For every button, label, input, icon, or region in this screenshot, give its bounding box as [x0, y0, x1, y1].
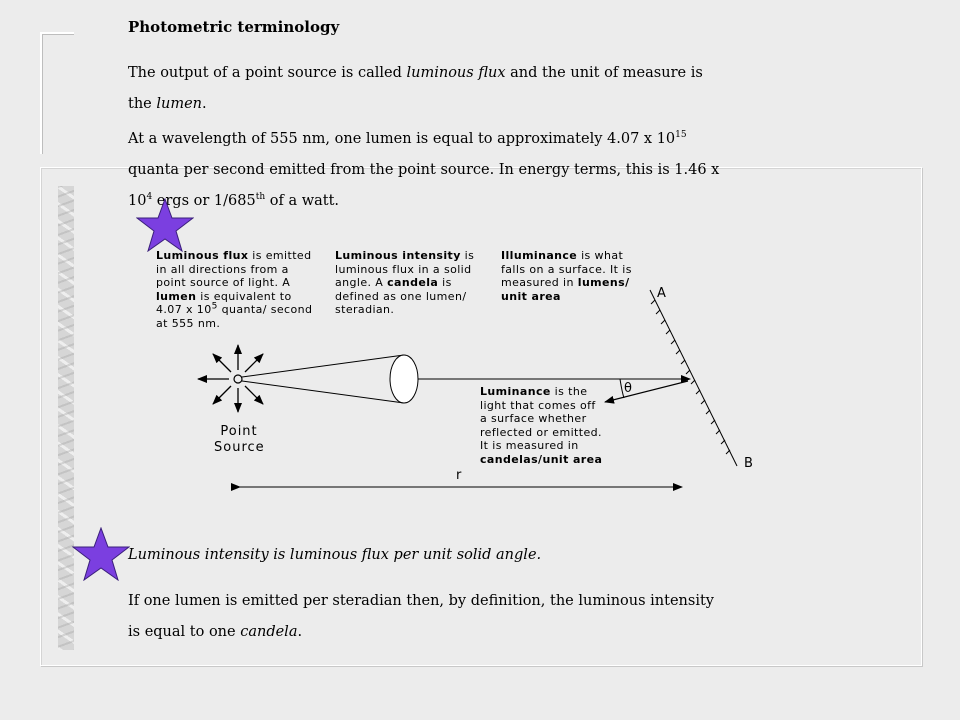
- surface-label-b: B: [744, 456, 754, 471]
- paragraph-wavelength: At a wavelength of 555 nm, one lumen is equal to approximately 4.07 x $10^{15}$ quanta per second emitted from the point source. In energy terms, this is 1.46 x $10^4$ ergs or 1/685th of a watt.: [128, 130, 720, 209]
- point-source-circle: [234, 375, 242, 383]
- distance-label-r: r: [456, 468, 463, 483]
- luminous-intensity-note: Luminous intensity is luminous flux in a solid angle. A candela is defined as one lumen/ steradian.: [335, 249, 475, 316]
- luminance-note: Luminance is the light that comes off a surface whether reflected or emitted. It is measured in candelas/unit area: [480, 385, 603, 466]
- radiating-arrows: [198, 345, 263, 412]
- surface-label-a: A: [657, 286, 667, 301]
- paragraph-intensity-definition: Luminous intensity is luminous flux per unit solid angle.: [128, 547, 542, 563]
- illuminance-note: Illuminance is what falls on a surface. It is measured in lumens/ unit area: [501, 249, 632, 303]
- luminous-flux-note: Luminous flux is emitted in all directions from a point source of light. A lumen is equivalent to 4.07 x $10^5$ quanta/ second at 555 nm.: [156, 249, 313, 330]
- paragraph-luminous-flux: The output of a point source is called luminous flux and the unit of measure is the lumen.: [128, 65, 703, 112]
- page-title: Photometric terminology: [128, 18, 340, 36]
- surface-AB: [650, 290, 737, 466]
- point-source-label: Point Source: [214, 424, 265, 455]
- theta-label: θ: [624, 381, 633, 396]
- paragraph-candela: If one lumen is emitted per steradian then, by definition, the luminous intensity is equal to one candela.: [128, 593, 714, 640]
- luminance-ray: [605, 381, 688, 402]
- solid-angle-cone: [242, 355, 418, 403]
